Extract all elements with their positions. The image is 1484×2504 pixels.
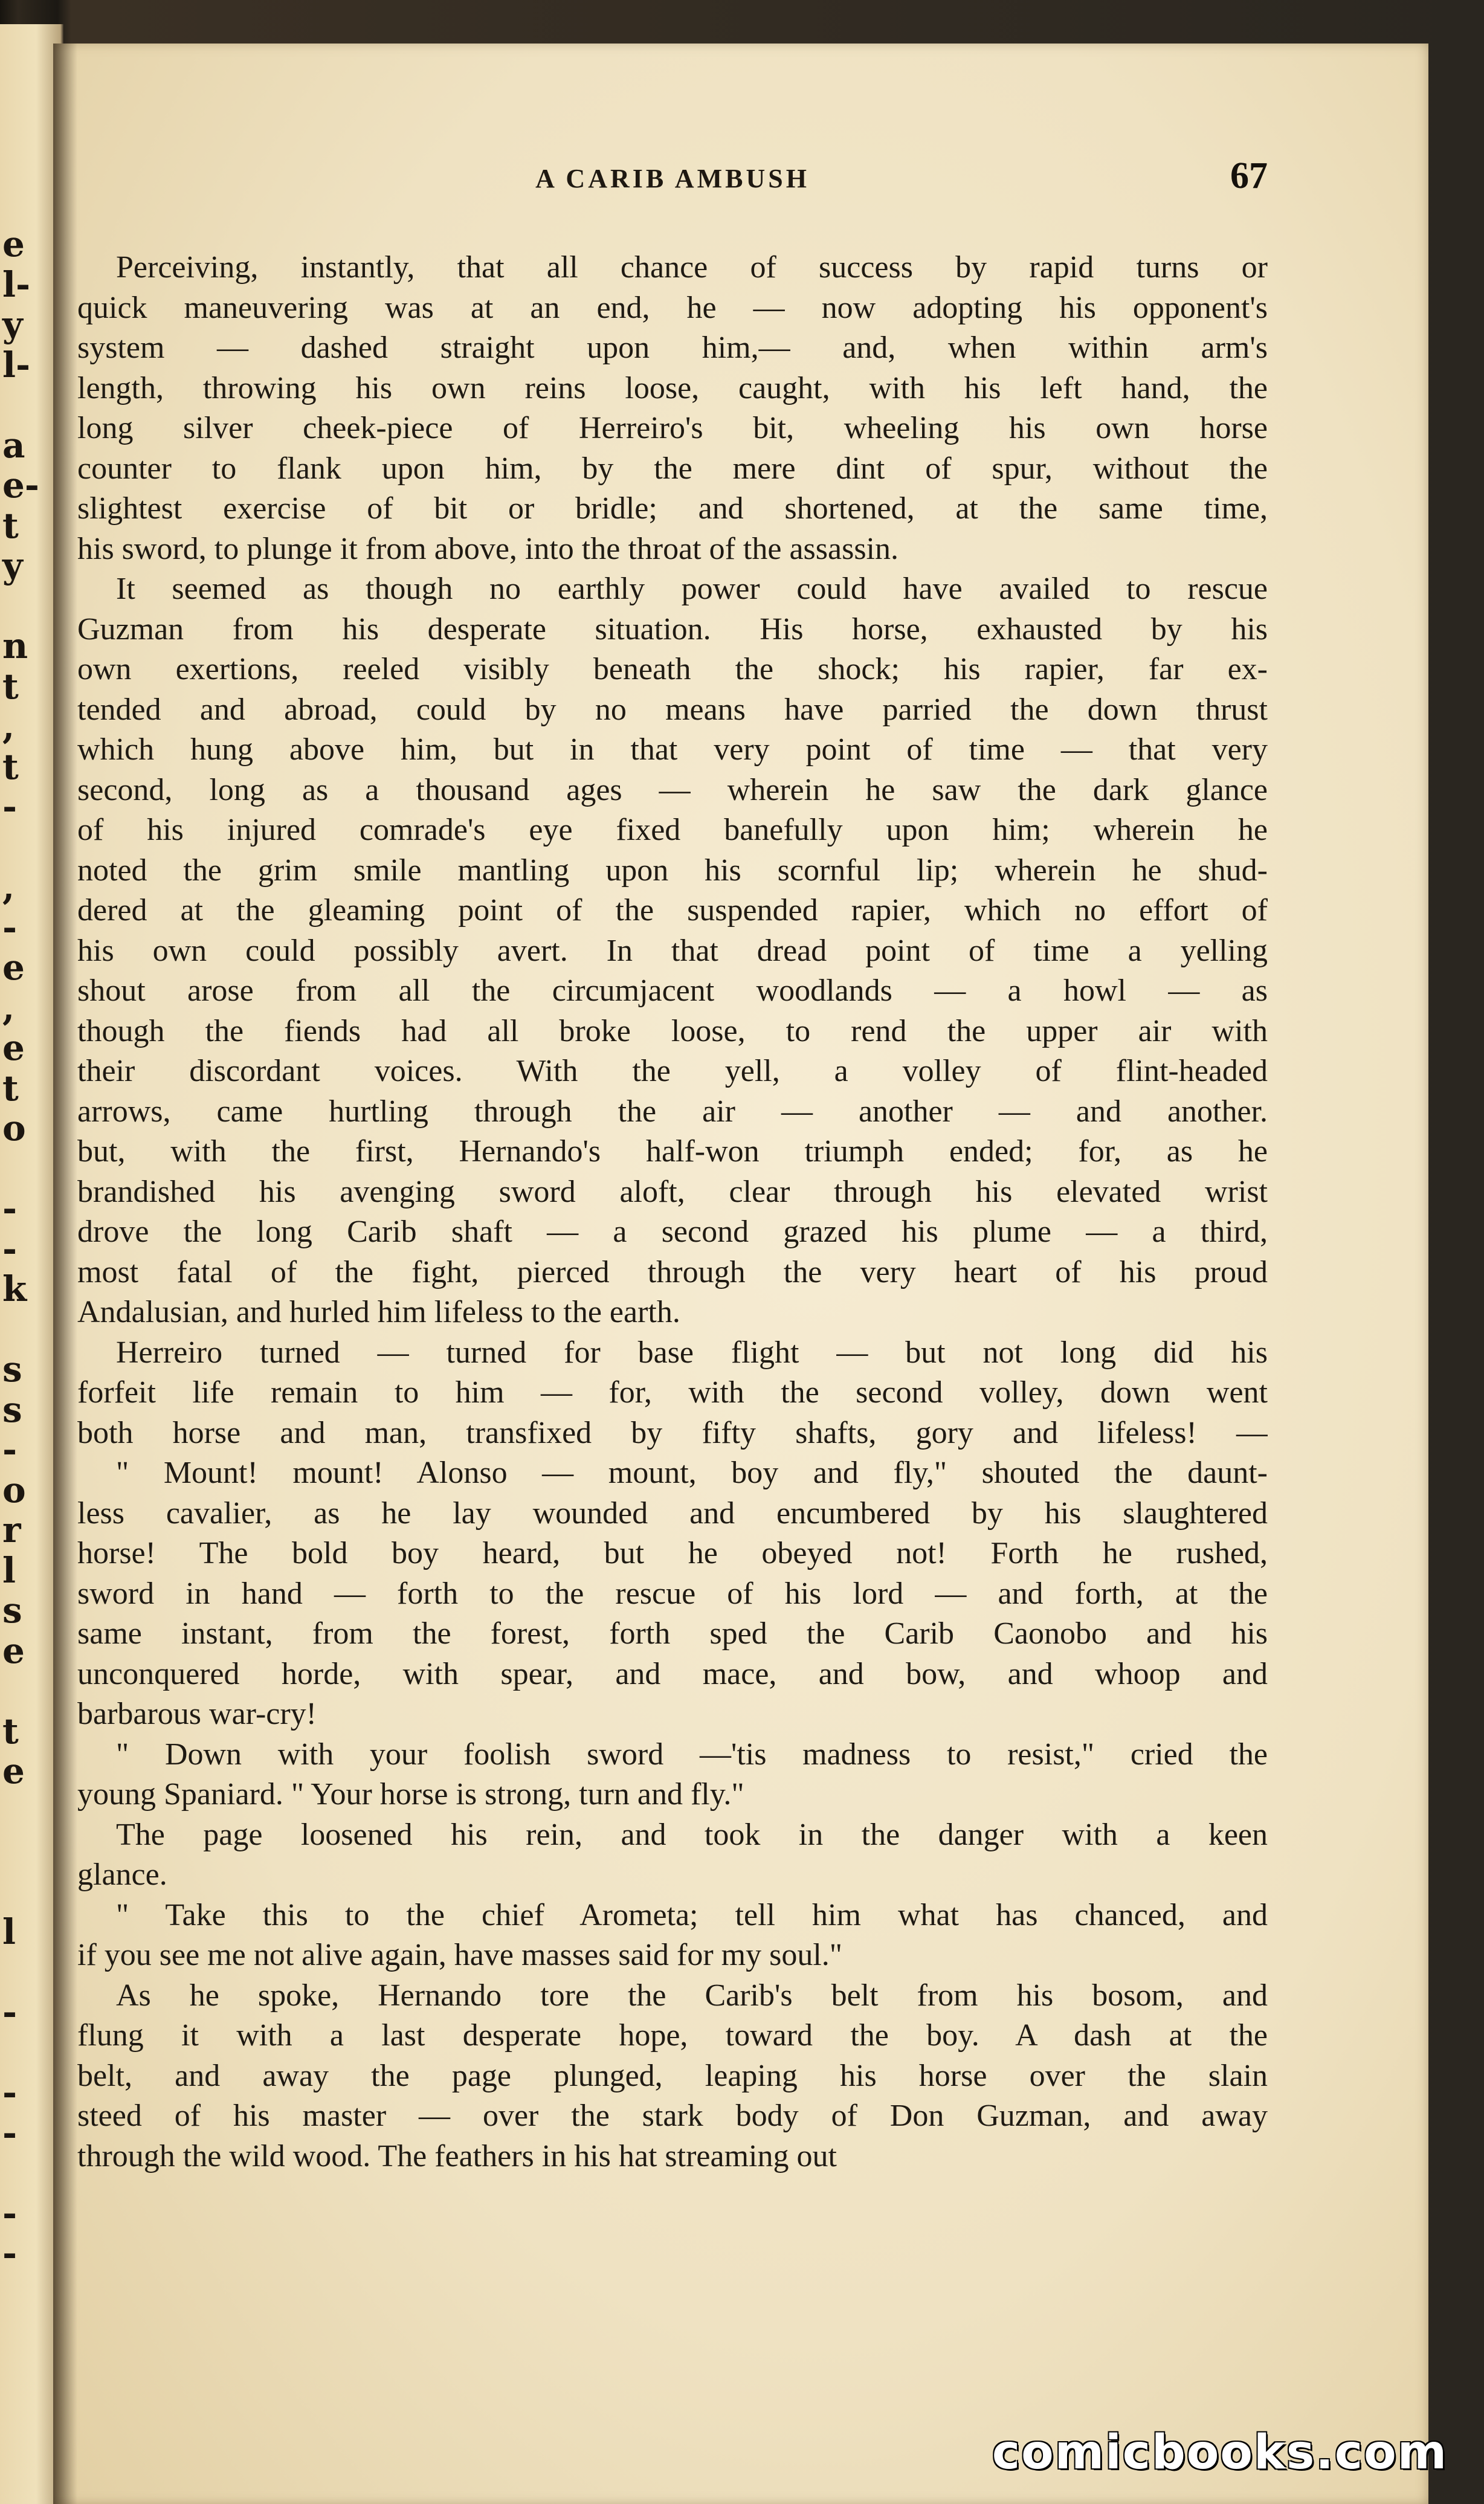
text-line: forfeit life remain to him — for, with the second volley, down went — [77, 1375, 1268, 1410]
margin-fragment: - — [2, 1228, 18, 1270]
text-line: his own could possibly avert. In that dread point of time a yelling — [77, 933, 1268, 968]
text-line: " Down with your foolish sword —'tis madness to resist," cried the — [116, 1737, 1268, 1772]
margin-fragment: - — [2, 1188, 18, 1229]
text-line: It seemed as though no earthly power could have availed to rescue — [116, 572, 1268, 606]
binding-shadow — [53, 44, 77, 2504]
text-line: second, long as a thousand ages — wherein he saw the dark glance — [77, 772, 1268, 807]
margin-fragment: - — [2, 2192, 18, 2234]
text-line: young Spaniard. " Your horse is strong, turn and fly." — [77, 1777, 744, 1812]
text-line: glance. — [77, 1857, 167, 1892]
margin-fragment: e — [2, 947, 25, 988]
text-line: shout arose from all the circumjacent woodlands — a howl — as — [77, 973, 1268, 1008]
text-line: both horse and man, transfixed by fifty shafts, gory and lifeless! — — [77, 1415, 1268, 1450]
margin-fragment: e — [2, 1027, 25, 1068]
text-line: sword in hand — forth to the rescue of his lord — and forth, at the — [77, 1576, 1268, 1611]
margin-fragment: - — [2, 2072, 18, 2113]
text-line: long silver cheek-piece of Herreiro's bit, wheeling his own horse — [77, 411, 1268, 445]
margin-fragment: n — [2, 625, 28, 666]
margin-fragment: l — [2, 1911, 16, 1952]
margin-fragment: - — [2, 906, 18, 948]
text-line: barbarous war-cry! — [77, 1697, 317, 1731]
text-line: The page loosened his rein, and took in the danger with a keen — [116, 1817, 1268, 1852]
margin-fragment: , — [2, 987, 15, 1028]
margin-fragment: t — [2, 1067, 19, 1109]
margin-fragment: , — [2, 866, 15, 908]
text-line: own exertions, reeled visibly beneath the shock; his rapier, far ex- — [77, 652, 1268, 686]
text-line: dered at the gleaming point of the suspended rapier, which no effort of — [77, 893, 1268, 928]
text-line: belt, and away the page plunged, leaping his horse over the slain — [77, 2058, 1268, 2093]
text-line: arrows, came hurtling through the air — another — and another. — [77, 1094, 1268, 1129]
margin-fragment: l — [2, 1549, 16, 1591]
text-line: tended and abroad, could by no means have parried the down thrust — [77, 692, 1268, 727]
text-line: but, with the first, Hernando's half-won triumph ended; for, as he — [77, 1134, 1268, 1169]
margin-fragment: - — [2, 1992, 18, 2033]
margin-fragment: e — [2, 224, 25, 265]
margin-fragment: s — [2, 1349, 22, 1390]
margin-fragment: - — [2, 1429, 18, 1470]
margin-fragment: o — [2, 1108, 26, 1149]
margin-fragment: e — [2, 1751, 25, 1792]
watermark: comicbooks.com — [992, 2425, 1448, 2480]
margin-fragment: l- — [2, 344, 31, 386]
text-line: " Mount! mount! Alonso — mount, boy and fly," shouted the daunt- — [116, 1456, 1268, 1490]
text-line: if you see me not alive again, have masses said for my soul." — [77, 1938, 843, 1972]
margin-fragment: l- — [2, 263, 31, 305]
margin-fragment: - — [2, 786, 18, 827]
margin-fragment: , — [2, 706, 15, 747]
margin-fragment: - — [2, 2112, 18, 2154]
text-line: horse! The bold boy heard, but he obeyed not! Forth he rushed, — [77, 1536, 1268, 1570]
text-line: through the wild wood. The feathers in his hat streaming out — [77, 2138, 837, 2173]
margin-fragment: s — [2, 1590, 22, 1631]
text-line: steed of his master — over the stark body of Don Guzman, and away — [77, 2099, 1268, 2133]
margin-fragment: y — [2, 304, 23, 345]
margin-fragment: t — [2, 1710, 19, 1752]
margin-fragment: y — [2, 545, 23, 586]
text-line: As he spoke, Hernando tore the Carib's belt from his bosom, and — [116, 1978, 1268, 2013]
margin-fragment: o — [2, 1469, 26, 1511]
text-line: most fatal of the fight, pierced through the very heart of his proud — [77, 1254, 1268, 1289]
margin-fragment: t — [2, 665, 19, 707]
text-line: his sword, to plunge it from above, into the throat of the assassin. — [77, 531, 899, 566]
margin-fragment: t — [2, 505, 19, 546]
page-number: 67 — [1230, 155, 1268, 196]
margin-fragment: s — [2, 1389, 22, 1430]
page-header — [77, 155, 1268, 211]
text-line: Herreiro turned — turned for base flight — but not long did his — [116, 1335, 1268, 1370]
text-line: slightest exercise of bit or bridle; and shortened, at the same time, — [77, 491, 1268, 526]
margin-fragment: - — [2, 2233, 18, 2274]
margin-fragment: k — [2, 1268, 27, 1309]
margin-fragment: t — [2, 746, 19, 787]
text-line: length, throwing his own reins loose, caught, with his left hand, the — [77, 370, 1268, 405]
text-line: which hung above him, but in that very point of time — that very — [77, 732, 1268, 767]
text-line: though the fiends had all broke loose, to rend the upper air with — [77, 1013, 1268, 1048]
text-line: quick maneuvering was at an end, he — now adopting his opponent's — [77, 290, 1268, 325]
text-line: unconquered horde, with spear, and mace, and bow, and whoop and — [77, 1656, 1268, 1691]
margin-fragment: a — [2, 424, 25, 466]
text-line: their discordant voices. With the yell, a volley of flint-headed — [77, 1054, 1268, 1088]
text-line: system — dashed straight upon him,— and, when within arm's — [77, 331, 1268, 365]
text-line: less cavalier, as he lay wounded and encumbered by his slaughtered — [77, 1496, 1268, 1531]
text-line: noted the grim smile mantling upon his scornful lip; wherein he shud- — [77, 853, 1268, 888]
text-line: Andalusian, and hurled him lifeless to the earth. — [77, 1295, 680, 1329]
text-line: counter to flank upon him, by the mere dint of spur, without the — [77, 451, 1268, 486]
text-line: Perceiving, instantly, that all chance of success by rapid turns or — [116, 250, 1268, 285]
margin-fragment: e — [2, 1630, 25, 1671]
text-line: of his injured comrade's eye fixed banefully upon him; wherein he — [77, 813, 1268, 847]
text-line: drove the long Carib shaft — a second grazed his plume — a third, — [77, 1215, 1268, 1249]
text-line: " Take this to the chief Arometa; tell him what has chanced, and — [116, 1897, 1268, 1932]
margin-fragment: e- — [2, 465, 39, 506]
text-line: same instant, from the forest, forth sped the Carib Caonobo and his — [77, 1616, 1268, 1651]
text-line: flung it with a last desperate hope, toward the boy. A dash at the — [77, 2018, 1268, 2053]
body-text — [77, 248, 1268, 2176]
margin-fragment: r — [2, 1509, 21, 1550]
running-head: A CARIB AMBUSH — [535, 164, 810, 193]
text-line: brandished his avenging sword aloft, clear through his elevated wrist — [77, 1174, 1268, 1209]
text-line: Guzman from his desperate situation. His horse, exhausted by his — [77, 611, 1268, 647]
